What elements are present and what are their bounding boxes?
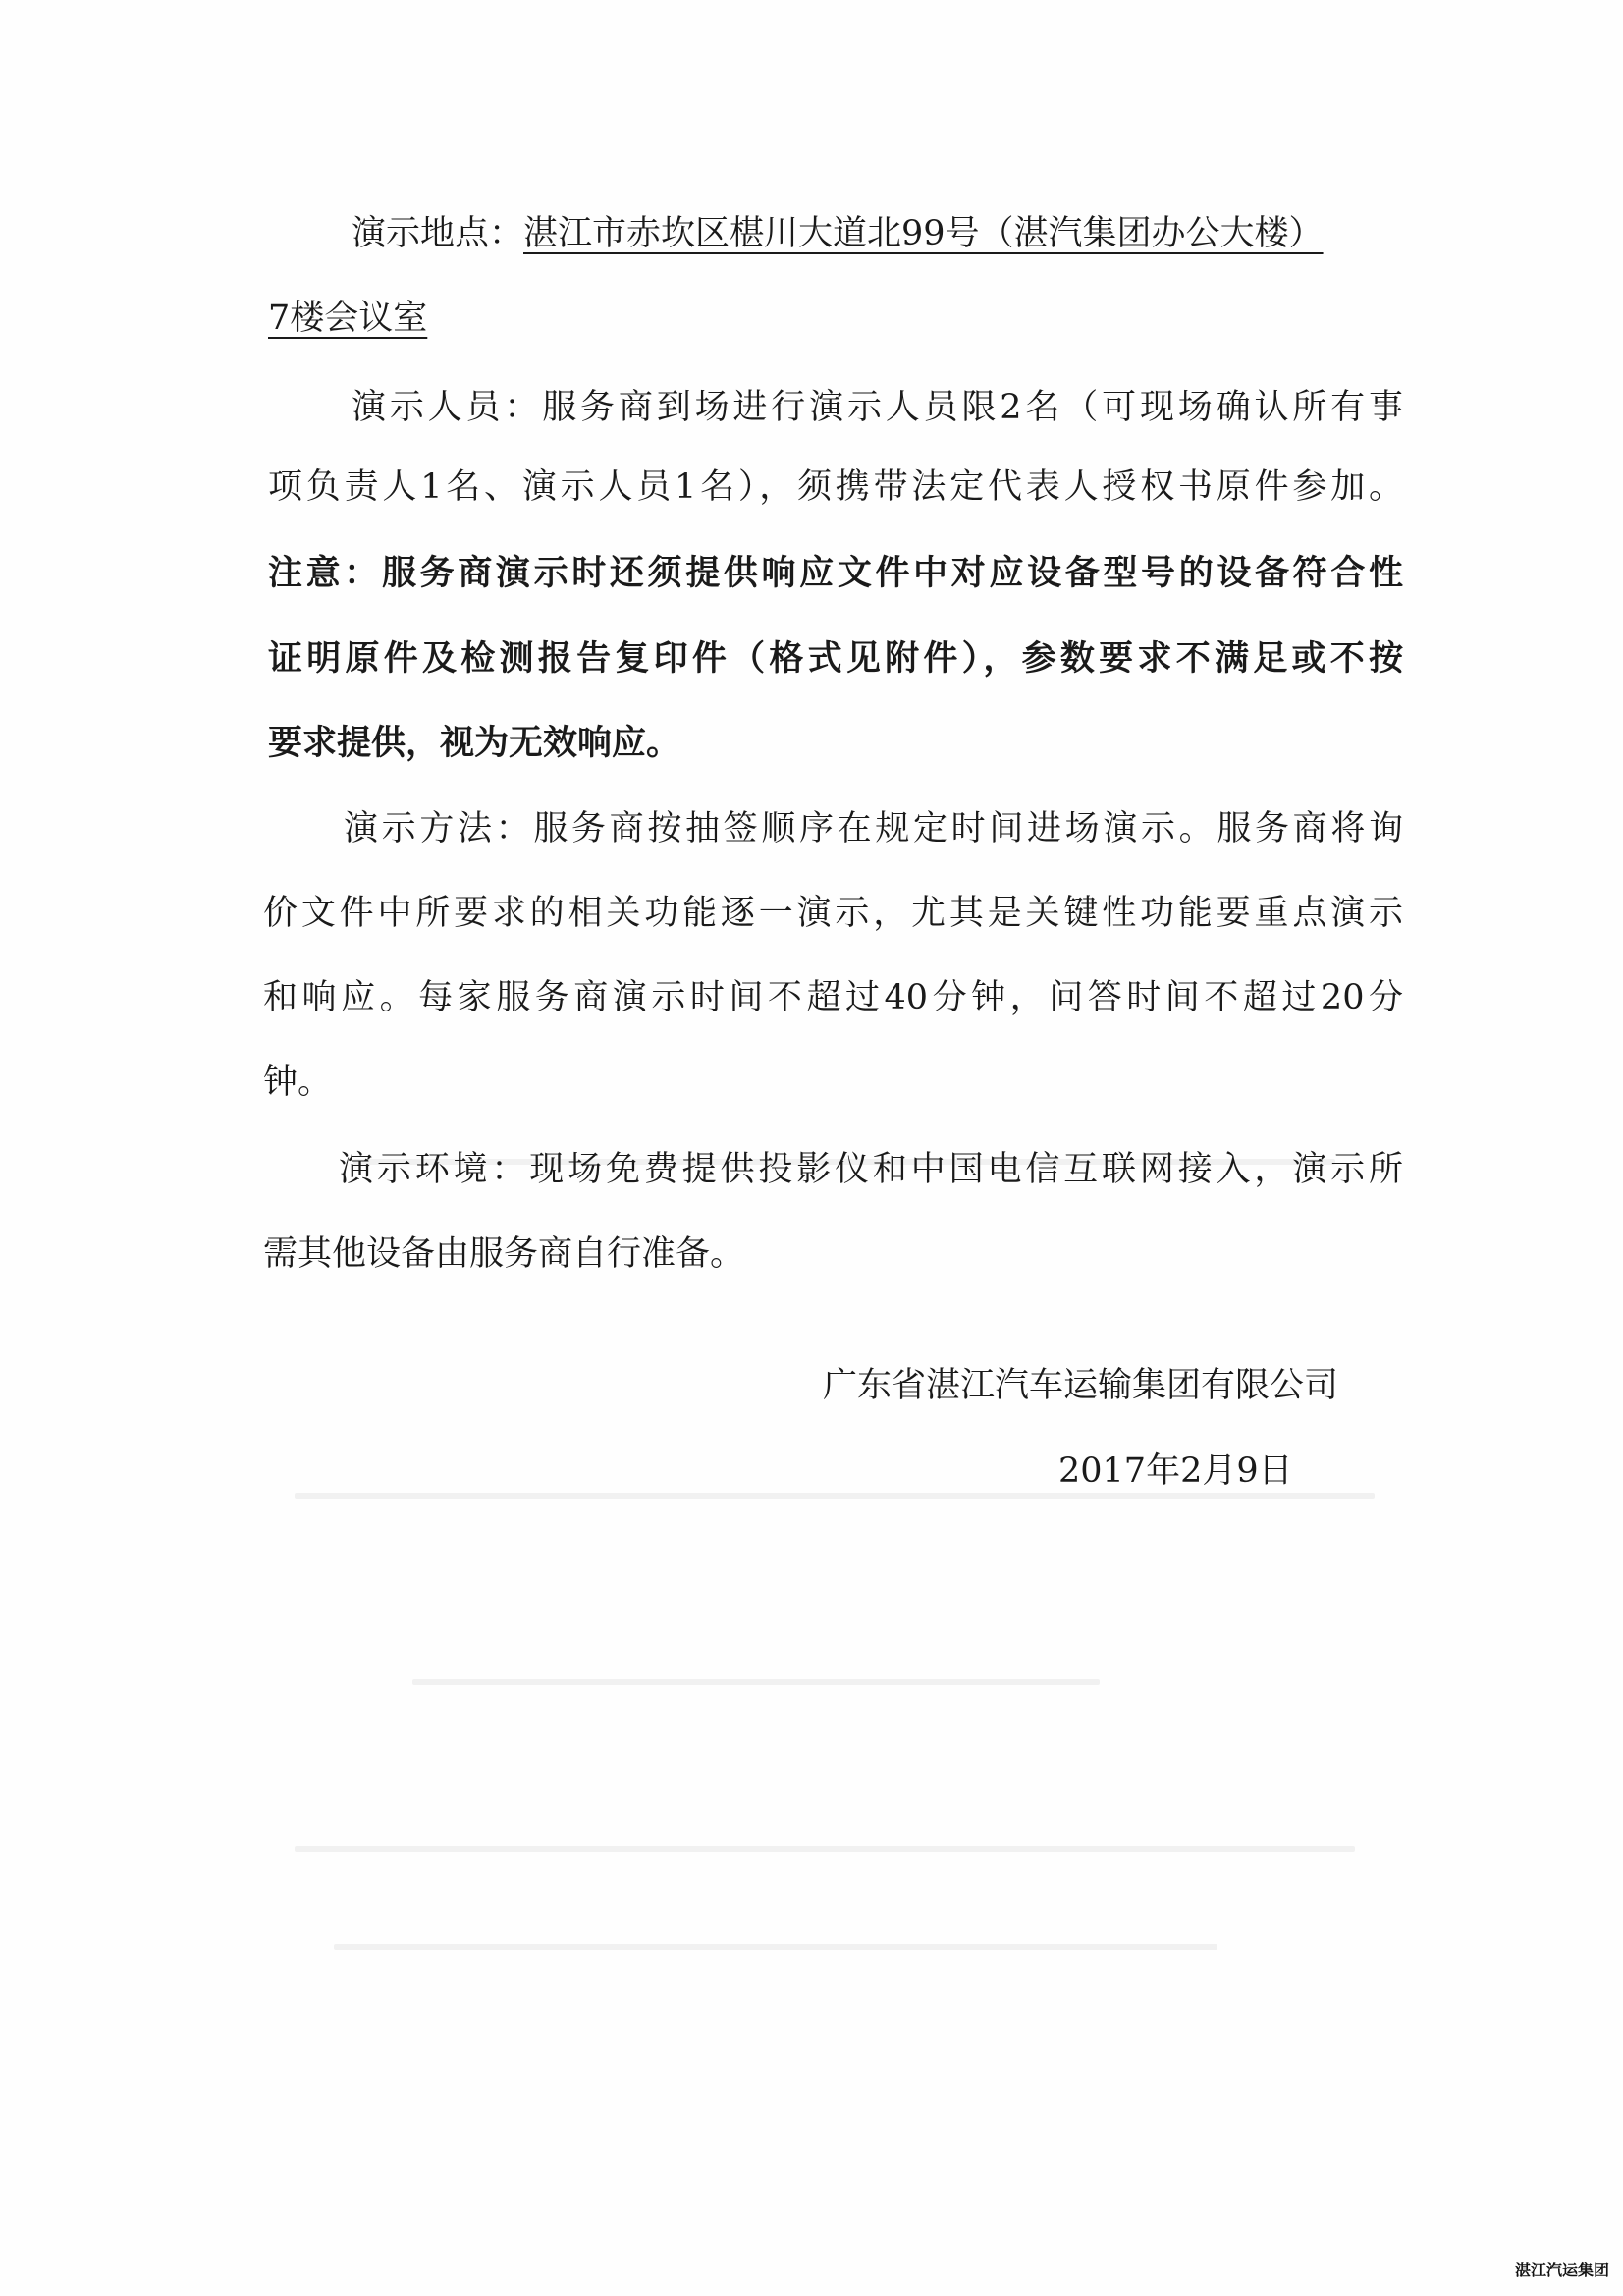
notice-line-3: 要求提供，视为无效响应。 <box>268 723 681 763</box>
notice-line-1: 注意：服务商演示时还须提供响应文件中对应设备型号的设备符合性 <box>268 553 1403 593</box>
scan-artifact <box>334 1944 1217 1950</box>
location-value-2: 7楼会议室 <box>268 299 428 338</box>
scan-artifact <box>295 1846 1355 1852</box>
notice-line-2: 证明原件及检测报告复印件（格式见附件），参数要求不满足或不按 <box>268 638 1403 679</box>
watermark: 湛江汽运集团 <box>1514 2261 1609 2279</box>
location-line-2 <box>268 295 455 342</box>
method-line-2: 价文件中所要求的相关功能逐一演示，尤其是关键性功能要重点演示 <box>263 894 1403 933</box>
environment-line-2: 需其他设备由服务商自行准备。 <box>263 1234 745 1274</box>
signature-date: 2017年2月9日 <box>1058 1451 1293 1491</box>
location-label: 演示地点： <box>352 214 524 253</box>
location-value-1: 湛江市赤坎区椹川大道北99号（湛汽集团办公大楼） <box>523 214 1324 253</box>
signature-company: 广东省湛江汽车运输集团有限公司 <box>823 1366 1339 1405</box>
environment-line-1: 演示环境：现场免费提供投影仪和中国电信互联网接入，演示所 <box>339 1150 1403 1189</box>
method-line-4: 钟。 <box>263 1063 333 1102</box>
personnel-line-1: 演示人员：服务商到场进行演示人员限2名（可现场确认所有事 <box>352 388 1403 427</box>
method-line-1: 演示方法：服务商按抽签顺序在规定时间进场演示。服务商将询 <box>344 809 1403 848</box>
method-line-3: 和响应。每家服务商演示时间不超过40分钟，问答时间不超过20分 <box>263 978 1403 1017</box>
location-line-1 <box>352 210 1324 257</box>
scan-artifact <box>412 1679 1100 1685</box>
personnel-line-2: 项负责人1名、演示人员1名），须携带法定代表人授权书原件参加。 <box>268 467 1403 507</box>
